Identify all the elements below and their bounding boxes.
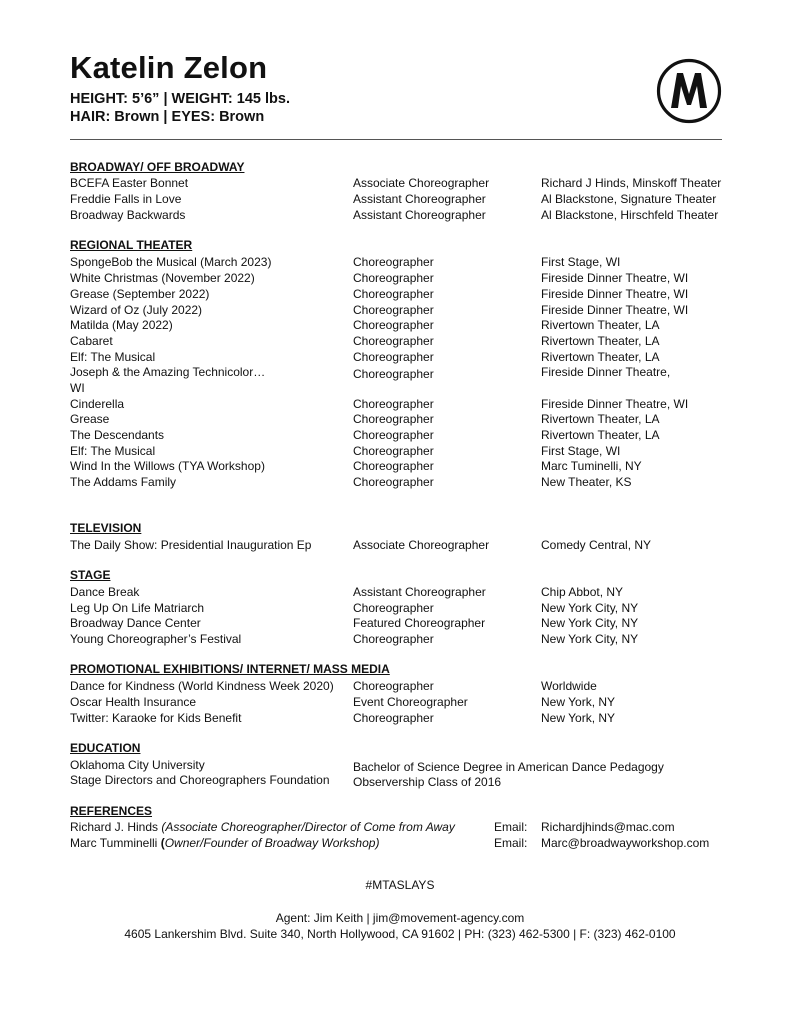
credit-venue: Fireside Dinner Theatre, WI bbox=[541, 303, 689, 317]
credit-title: White Christmas (November 2022) bbox=[70, 271, 255, 285]
section-heading-promotional: PROMOTIONAL EXHIBITIONS/ INTERNET/ MASS MEDIA bbox=[70, 662, 390, 676]
table-row bbox=[0, 427, 800, 443]
credit-role: Choreographer bbox=[353, 334, 434, 348]
credit-venue: Rivertown Theater, LA bbox=[541, 412, 660, 426]
table-row bbox=[0, 631, 800, 647]
table-row bbox=[0, 286, 800, 302]
credit-role: Choreographer bbox=[353, 459, 434, 473]
credit-role: Choreographer bbox=[353, 350, 434, 364]
section-heading-television: TELEVISION bbox=[70, 521, 142, 535]
table-row bbox=[0, 411, 800, 427]
credit-title: Freddie Falls in Love bbox=[70, 192, 182, 206]
credit-role: Choreographer bbox=[353, 397, 434, 411]
header-divider bbox=[70, 139, 722, 140]
credit-role: Assistant Choreographer bbox=[353, 192, 486, 206]
email-label: Email: bbox=[494, 820, 528, 834]
agency-address: 4605 Lankershim Blvd. Suite 340, North Hollywood, CA 91602 | PH: (323) 462-5300 | F: (323) 462-0100 bbox=[124, 927, 676, 941]
table-row bbox=[0, 678, 800, 694]
stats-line-1: HEIGHT: 5’6” | WEIGHT: 145 lbs. bbox=[70, 91, 290, 107]
agency-logo bbox=[656, 58, 722, 124]
table-row bbox=[0, 443, 800, 459]
credit-title: The Descendants bbox=[70, 428, 165, 442]
credit-title: Oscar Health Insurance bbox=[70, 695, 197, 709]
table-row bbox=[0, 207, 800, 223]
credit-title: Wind In the Willows (TYA Workshop) bbox=[70, 459, 265, 473]
credit-role: Choreographer bbox=[353, 428, 434, 442]
table-row bbox=[0, 364, 800, 380]
education-school: Stage Directors and Choreographers Foundation bbox=[70, 773, 330, 787]
credit-title: Elf: The Musical bbox=[70, 350, 156, 364]
table-row bbox=[0, 175, 800, 191]
table-row bbox=[0, 819, 800, 835]
credit-venue: New York, NY bbox=[541, 695, 616, 709]
table-row bbox=[0, 396, 800, 412]
credit-venue: New York, NY bbox=[541, 711, 616, 725]
credit-role: Choreographer bbox=[353, 412, 434, 426]
credit-role: Event Choreographer bbox=[353, 695, 468, 709]
reference-entry: Marc Tumminelli (Owner/Founder of Broadway Workshop) bbox=[70, 836, 380, 850]
table-row bbox=[0, 600, 800, 616]
credit-role: Choreographer bbox=[353, 632, 434, 646]
credit-venue: Comedy Central, NY bbox=[541, 538, 652, 552]
credit-title: Dance for Kindness (World Kindness Week 2020) bbox=[70, 679, 334, 693]
credit-role: Assistant Choreographer bbox=[353, 208, 486, 222]
credit-venue: Rivertown Theater, LA bbox=[541, 318, 660, 332]
credit-title: Leg Up On Life Matriarch bbox=[70, 601, 205, 615]
credit-venue: Fireside Dinner Theatre, WI bbox=[541, 397, 689, 411]
credit-role: Associate Choreographer bbox=[353, 538, 490, 552]
credit-role: Choreographer bbox=[353, 679, 434, 693]
table-row bbox=[0, 254, 800, 270]
stats-line-2: HAIR: Brown | EYES: Brown bbox=[70, 109, 265, 125]
credit-venue: New York City, NY bbox=[541, 601, 639, 615]
credit-title: Joseph & the Amazing Technicolor… bbox=[70, 365, 266, 379]
section-heading-broadway: BROADWAY/ OFF BROADWAY bbox=[70, 160, 245, 174]
credit-role: Choreographer bbox=[353, 444, 434, 458]
section-heading-stage: STAGE bbox=[70, 568, 111, 582]
credit-venue: Al Blackstone, Signature Theater bbox=[541, 192, 717, 206]
credit-venue: Worldwide bbox=[541, 679, 597, 693]
reference-name: Marc Tumminelli bbox=[70, 836, 161, 850]
credit-role: Choreographer bbox=[353, 711, 434, 725]
credit-title: Cabaret bbox=[70, 334, 113, 348]
credit-role: Associate Choreographer bbox=[353, 176, 490, 190]
section-heading-references: REFERENCES bbox=[70, 804, 153, 818]
credit-title: Grease bbox=[70, 412, 110, 426]
table-row bbox=[0, 302, 800, 318]
table-row bbox=[0, 710, 800, 726]
table-row bbox=[0, 584, 800, 600]
credit-venue: New York City, NY bbox=[541, 632, 639, 646]
agent-contact: Agent: Jim Keith | jim@movement-agency.com bbox=[275, 911, 525, 925]
credit-venue: Rivertown Theater, LA bbox=[541, 334, 660, 348]
credit-title: BCEFA Easter Bonnet bbox=[70, 176, 189, 190]
credit-title: The Daily Show: Presidential Inauguration Ep bbox=[70, 538, 312, 552]
credit-role: Choreographer bbox=[353, 601, 434, 615]
reference-entry bbox=[70, 819, 455, 835]
credit-venue: First Stage, WI bbox=[541, 255, 621, 269]
section-heading-education: EDUCATION bbox=[70, 741, 141, 755]
credit-venue: Rivertown Theater, LA bbox=[541, 350, 660, 364]
education-school: Oklahoma City University bbox=[70, 758, 205, 772]
table-row bbox=[0, 458, 800, 474]
table-row bbox=[0, 772, 800, 788]
credit-venue: New Theater, KS bbox=[541, 475, 632, 489]
table-row bbox=[0, 537, 800, 553]
education-detail: Observership Class of 2016 bbox=[353, 775, 502, 789]
credit-venue: Fireside Dinner Theatre, WI bbox=[541, 287, 689, 301]
credit-title: Broadway Backwards bbox=[70, 208, 186, 222]
credit-venue: New York City, NY bbox=[541, 616, 639, 630]
credit-title: Dance Break bbox=[70, 585, 140, 599]
performer-name: Katelin Zelon bbox=[70, 50, 268, 85]
credit-title: SpongeBob the Musical (March 2023) bbox=[70, 255, 272, 269]
credit-venue: Rivertown Theater, LA bbox=[541, 428, 660, 442]
credit-role: Featured Choreographer bbox=[353, 616, 486, 630]
credit-venue: Marc Tuminelli, NY bbox=[541, 459, 642, 473]
table-row bbox=[0, 270, 800, 286]
reference-role: (Associate Choreographer/Director of Come from Away bbox=[161, 820, 455, 834]
credit-venue: Fireside Dinner Theatre, WI bbox=[541, 271, 689, 285]
table-row bbox=[0, 835, 800, 851]
credit-title: Grease (September 2022) bbox=[70, 287, 210, 301]
hashtag: #MTASLAYS bbox=[365, 878, 435, 892]
credit-role: Choreographer bbox=[353, 367, 434, 381]
credit-role: Choreographer bbox=[353, 255, 434, 269]
credit-title: Broadway Dance Center bbox=[70, 616, 201, 630]
credit-venue: Fireside Dinner Theatre, bbox=[541, 365, 671, 379]
credit-role: Choreographer bbox=[353, 271, 434, 285]
credit-title: Twitter: Karaoke for Kids Benefit bbox=[70, 711, 242, 725]
table-row bbox=[0, 349, 800, 365]
reference-email[interactable]: Richardjhinds@mac.com bbox=[541, 820, 675, 834]
table-row bbox=[0, 474, 800, 490]
education-detail: Bachelor of Science Degree in American Dance Pedagogy bbox=[353, 760, 664, 774]
table-row bbox=[0, 694, 800, 710]
table-row bbox=[0, 317, 800, 333]
table-row bbox=[0, 757, 800, 773]
credit-title: The Addams Family bbox=[70, 475, 177, 489]
table-row bbox=[0, 333, 800, 349]
table-row bbox=[0, 615, 800, 631]
credit-title: Cinderella bbox=[70, 397, 125, 411]
credit-title: Elf: The Musical bbox=[70, 444, 156, 458]
credit-venue: Al Blackstone, Hirschfeld Theater bbox=[541, 208, 719, 222]
credit-role: Choreographer bbox=[353, 287, 434, 301]
credit-role: Choreographer bbox=[353, 318, 434, 332]
reference-name: Richard J. Hinds bbox=[70, 820, 162, 834]
credit-venue: First Stage, WI bbox=[541, 444, 621, 458]
credit-role: Choreographer bbox=[353, 475, 434, 489]
reference-email[interactable]: Marc@broadwayworkshop.com bbox=[541, 836, 710, 850]
reference-role: Owner/Founder of Broadway Workshop) bbox=[164, 836, 380, 850]
credit-role: Choreographer bbox=[353, 303, 434, 317]
email-label: Email: bbox=[494, 836, 528, 850]
credit-title: Young Choreographer’s Festival bbox=[70, 632, 242, 646]
credit-role: Assistant Choreographer bbox=[353, 585, 486, 599]
credit-venue: Chip Abbot, NY bbox=[541, 585, 624, 599]
credit-venue: Richard J Hinds, Minskoff Theater bbox=[541, 176, 722, 190]
credit-title: Wizard of Oz (July 2022) bbox=[70, 303, 203, 317]
section-heading-regional: REGIONAL THEATER bbox=[70, 238, 193, 252]
credit-title: WI bbox=[70, 381, 85, 395]
table-row bbox=[0, 380, 800, 396]
table-row bbox=[0, 191, 800, 207]
credit-title: Matilda (May 2022) bbox=[70, 318, 173, 332]
